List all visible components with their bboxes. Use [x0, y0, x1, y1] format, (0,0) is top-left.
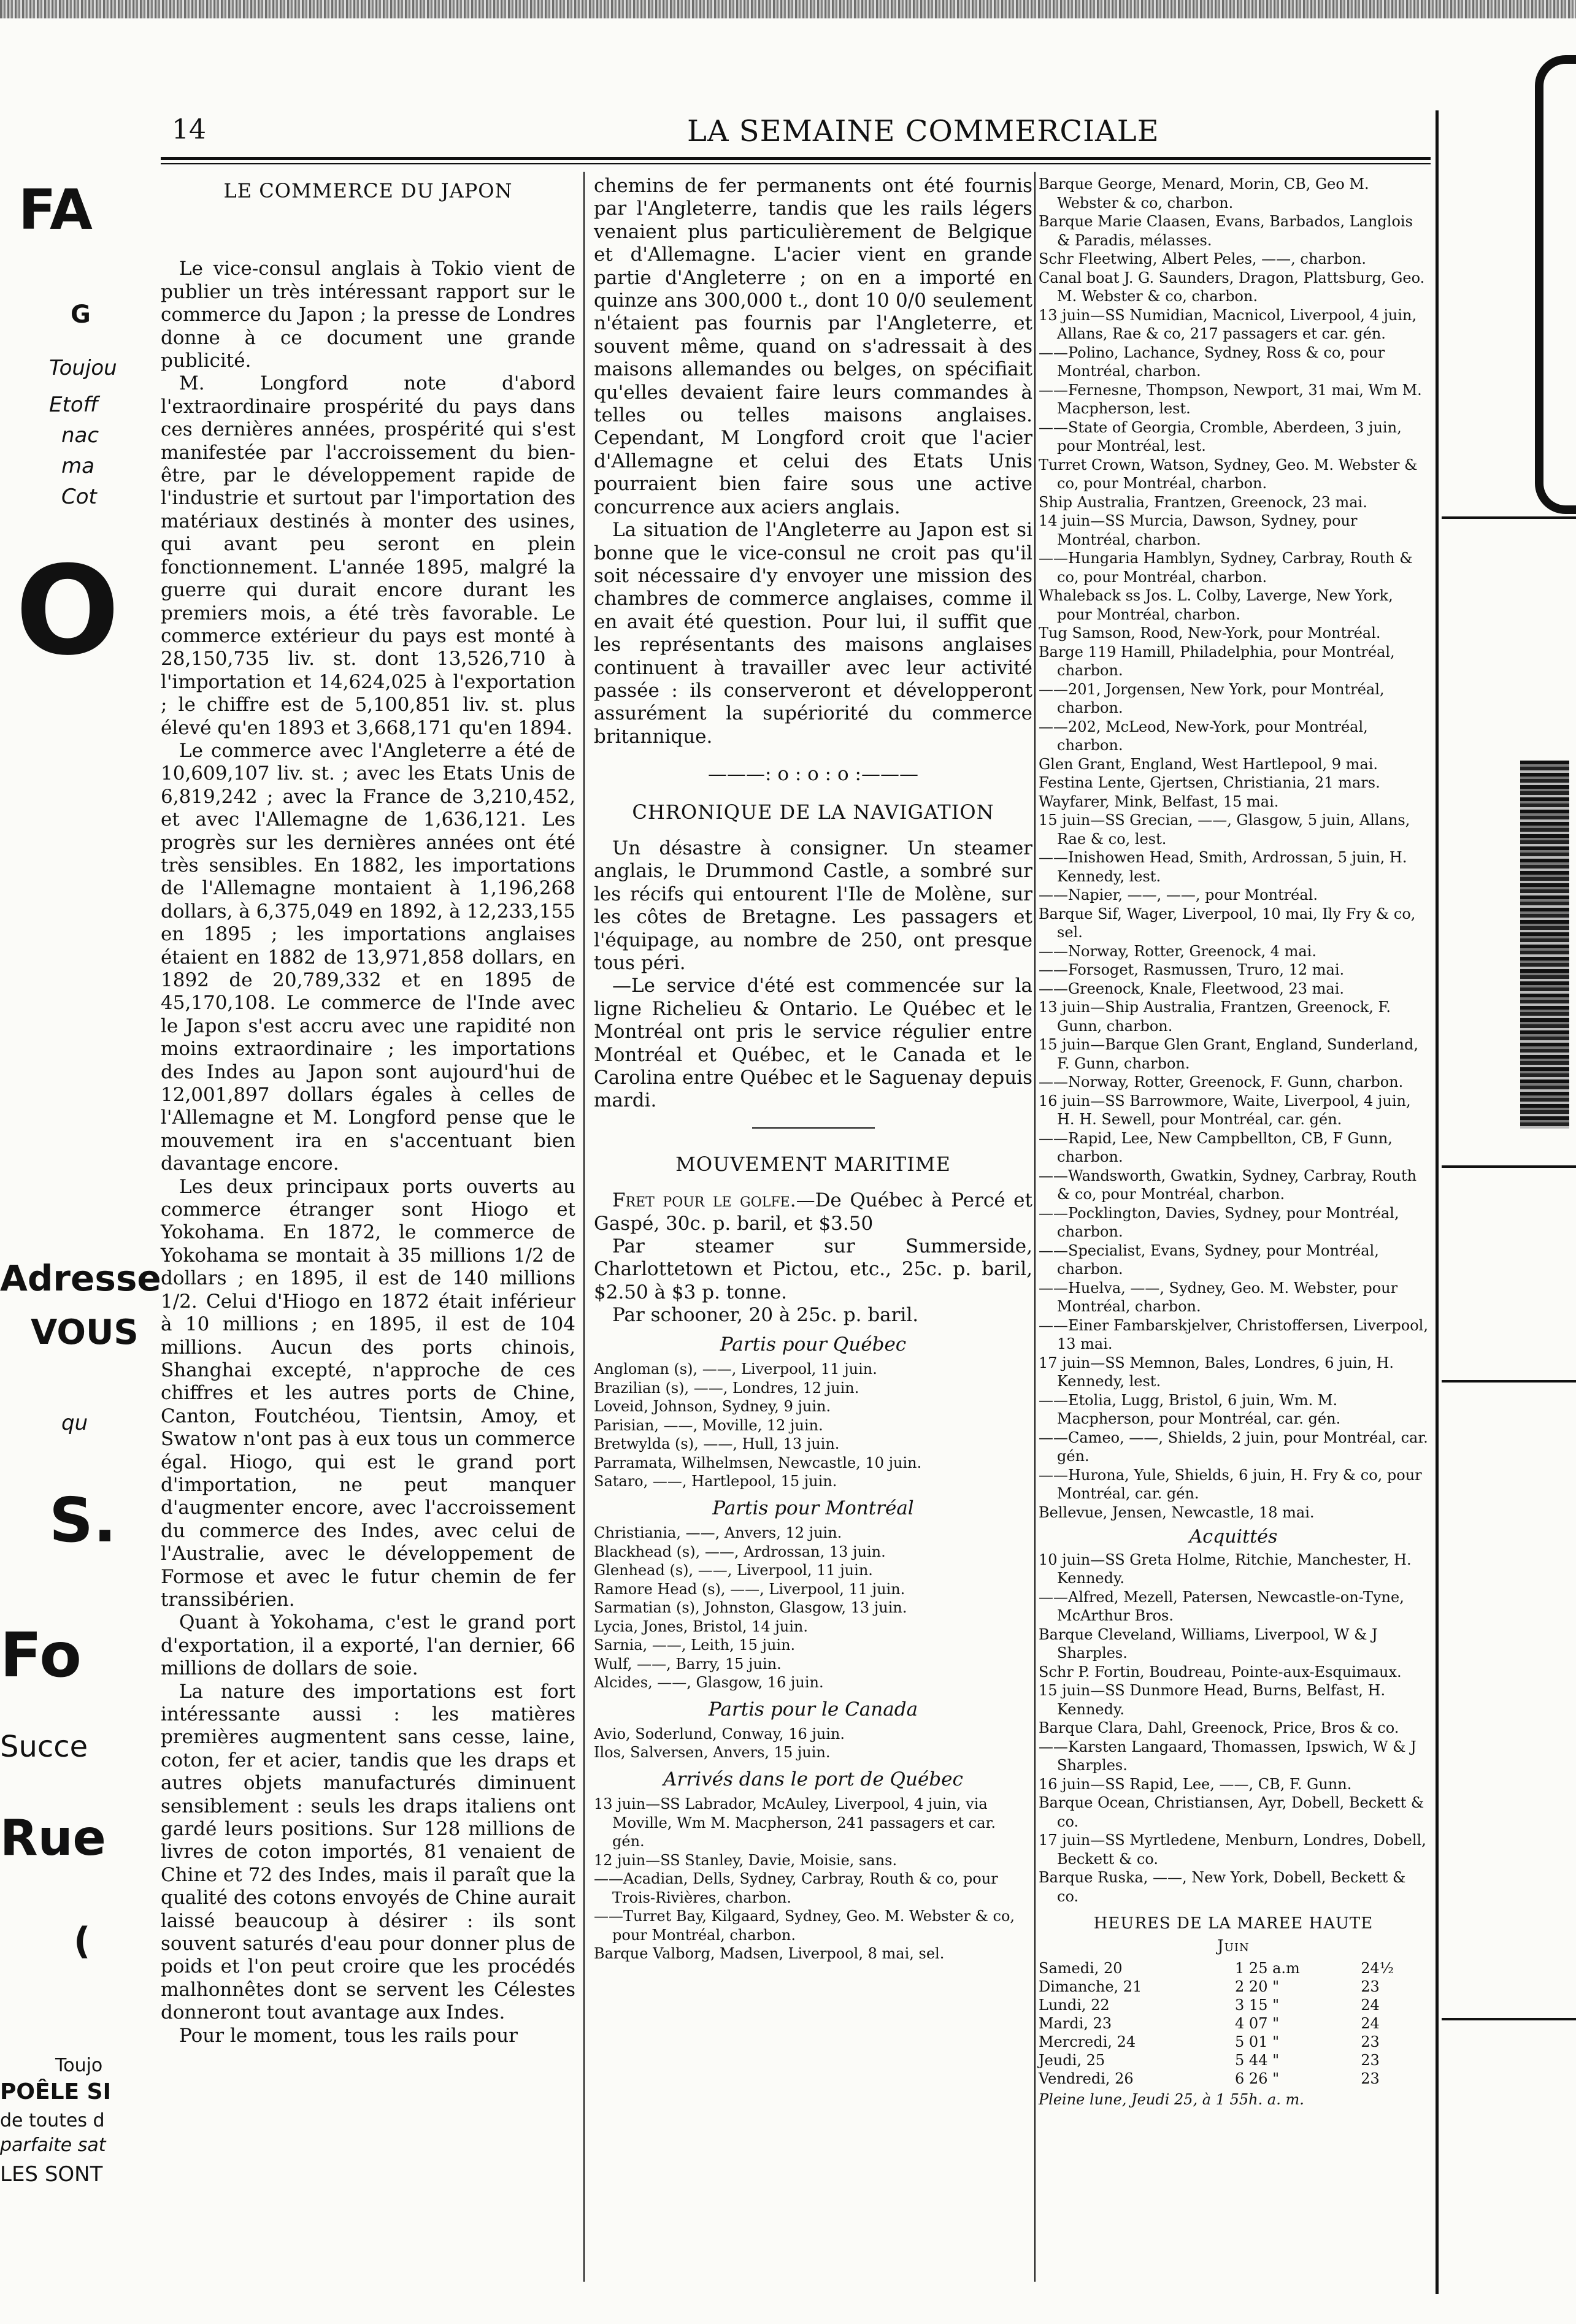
list-item: Lycia, Jones, Bristol, 14 juin. — [594, 1617, 809, 1635]
list-item: ——Specialist, Evans, Sydney, pour Montréal, charbon. — [1039, 1241, 1379, 1278]
ship-list — [594, 1524, 1032, 1692]
paragraph: Un désastre à consigner. Un steamer anglais, le Drummond Castle, a sombré sur les récifs qui entourent l'Ile de Molène, sur les côtes de Bretagne. Les passagers et l'équipage, au nombre de 250, ont presque tous péri. — [594, 837, 1032, 974]
table-row — [1039, 2014, 1428, 2033]
advertisement-edge — [0, 0, 161, 2208]
ad-fragment: Toujo — [55, 2055, 103, 2076]
tide-day: Samedi, 20 — [1039, 1960, 1123, 1977]
tide-time: 4 07 " — [1235, 2015, 1280, 2032]
article-title: LE COMMERCE DU JAPON — [223, 179, 513, 202]
list-item: Barque Sif, Wager, Liverpool, 10 mai, Ily Fry & co, sel. — [1039, 905, 1416, 941]
table-row — [1039, 2033, 1428, 2051]
ad-fragment: LES SONT — [0, 2162, 103, 2187]
ad-rule — [1442, 1380, 1576, 1383]
tide-time: 6 26 " — [1235, 2070, 1280, 2087]
list-item: ——Wandsworth, Gwatkin, Sydney, Carbray, Routh & co, pour Montréal, charbon. — [1039, 1167, 1417, 1203]
list-item: Parisian, ——, Moville, 12 juin. — [594, 1416, 823, 1434]
list-item: Barque Ocean, Christiansen, Ayr, Dobell, Beckett & co. — [1039, 1794, 1424, 1830]
table-row — [1039, 2069, 1428, 2088]
list-item: 13 juin—Ship Australia, Frantzen, Greenock, F. Gunn, charbon. — [1039, 999, 1391, 1035]
list-item: 10 juin—SS Greta Holme, Ritchie, Manchester, H. Kennedy. — [1039, 1551, 1412, 1587]
paragraph: La situation de l'Angleterre au Japon est si bonne que le vice-consul ne croit pas qu'il soit nécessaire d'y envoyer une mission des chambres de commerce anglaises, comme il en avait été question. Pour lui, il suffit que les représentants des maisons anglaises continuent à travailler avec leur activité passée : ils conserveront et développeront assurément la supériorité du commerce britannique. — [594, 519, 1032, 748]
tide-day: Vendredi, 26 — [1039, 2070, 1134, 2087]
tide-height: 24 — [1361, 1996, 1380, 2014]
list-item: Sarmatian (s), Johnston, Glasgow, 13 juin. — [594, 1599, 907, 1616]
list-item: Brazilian (s), ——, Londres, 12 juin. — [594, 1379, 859, 1397]
ad-border-ornament — [1520, 761, 1569, 1129]
ad-rule — [1442, 516, 1576, 519]
list-item: Barque Valborg, Madsen, Liverpool, 8 mai, sel. — [594, 1945, 945, 1963]
column-divider — [1436, 110, 1439, 2294]
list-item: ——Cameo, ——, Shields, 2 juin, pour Montréal, car. gén. — [1039, 1429, 1428, 1465]
tide-day: Mercredi, 24 — [1039, 2033, 1136, 2050]
list-item: Turret Crown, Watson, Sydney, Geo. M. Webster & co, pour Montréal, charbon. — [1039, 456, 1418, 492]
list-item: Glenhead (s), ——, Liverpool, 11 juin. — [594, 1562, 873, 1579]
column-1 — [161, 175, 575, 2047]
list-item: ——Turret Bay, Kilgaard, Sydney, Geo. M. Webster & co, pour Montréal, charbon. — [594, 1908, 1015, 1944]
ad-fragment: S. — [49, 1484, 117, 1556]
ad-fragment: G — [71, 301, 91, 329]
ship-list — [594, 1360, 1032, 1491]
ad-fragment: Fo — [0, 1619, 82, 1691]
page-header — [166, 114, 1442, 157]
section-title: CHRONIQUE DE LA NAVIGATION — [632, 800, 994, 824]
ad-fragment: POÊLE SI — [0, 2079, 111, 2104]
list-item: Barque Clara, Dahl, Greenock, Price, Bros & co. — [1039, 1719, 1399, 1736]
list-item: ——Forsoget, Rasmussen, Truro, 12 mai. — [1039, 961, 1345, 978]
tide-day: Lundi, 22 — [1039, 1996, 1110, 2014]
ad-fragment: Succe — [0, 1730, 88, 1764]
paragraph: Par steamer sur Summerside, Charlottetown et Pictou, etc., 25c. p. baril, $2.50 à $3 p. tonne. — [594, 1235, 1032, 1303]
ad-fragment: FA — [18, 178, 93, 242]
subsection-title: Partis pour Montréal — [712, 1497, 914, 1519]
ad-fragment: O — [15, 540, 120, 683]
list-item: 13 juin—SS Labrador, McAuley, Liverpool, 4 juin, via Moville, Wm M. Macpherson, 241 passagers et car. gén. — [594, 1795, 996, 1850]
list-item: 17 juin—SS Myrtledene, Menburn, Londres, Dobell, Beckett & co. — [1039, 1831, 1426, 1868]
list-item: ——Greenock, Knale, Fleetwood, 23 mai. — [1039, 980, 1345, 997]
ad-fragment: de toutes d — [0, 2110, 105, 2131]
subsection-title: Arrivés dans le port de Québec — [663, 1768, 963, 1790]
list-item: 14 juin—SS Murcia, Dawson, Sydney, pour Montréal, charbon. — [1039, 512, 1358, 548]
list-item: 16 juin—SS Barrowmore, Waite, Liverpool, 4 juin, H. H. Sewell, pour Montréal, car. gén. — [1039, 1092, 1411, 1128]
list-item: ——201, Jorgensen, New York, pour Montréal, charbon. — [1039, 680, 1385, 716]
header-rule-thin — [161, 163, 1431, 164]
paragraph: Quant à Yokohama, c'est le grand port d'exportation, il a exporté, l'an dernier, 66 millions de dollars de soie. — [161, 1611, 575, 1680]
paragraph: Pour le moment, tous les rails pour — [179, 2024, 518, 2047]
list-item: ——Norway, Rotter, Greenock, F. Gunn, charbon. — [1039, 1073, 1404, 1091]
list-item: Barque Cleveland, Williams, Liverpool, W & J Sharples. — [1039, 1625, 1378, 1662]
list-item: Bellevue, Jensen, Newcastle, 18 mai. — [1039, 1503, 1315, 1521]
table-row — [1039, 2051, 1428, 2069]
list-item: Barge 119 Hamill, Philadelphia, pour Montréal, charbon. — [1039, 643, 1395, 679]
list-item: ——Huelva, ——, Sydney, Geo. M. Webster, pour Montréal, charbon. — [1039, 1279, 1398, 1315]
list-item: ——Alfred, Mezell, Patersen, Newcastle-on-Tyne, McArthur Bros. — [1039, 1588, 1404, 1624]
list-item: ——Hurona, Yule, Shields, 6 juin, H. Fry & co, pour Montréal, car. gén. — [1039, 1466, 1422, 1502]
header-rule — [161, 157, 1431, 160]
tide-height: 24½ — [1361, 1960, 1394, 1977]
ad-fragment: ma — [61, 454, 94, 478]
ship-list — [594, 1795, 1032, 1963]
tide-footnote: Pleine lune, Jeudi 25, à 1 55h. a. m. — [1039, 2091, 1304, 2108]
ad-fragment: Cot — [61, 485, 97, 509]
page-number: 14 — [172, 114, 206, 145]
list-item: Wulf, ——, Barry, 15 juin. — [594, 1655, 782, 1673]
list-item: Tug Samson, Rood, New-York, pour Montréal. — [1039, 624, 1381, 642]
list-item: Parramata, Wilhelmsen, Newcastle, 10 juin. — [594, 1454, 922, 1471]
list-item: ——Acadian, Dells, Sydney, Carbray, Routh & co, pour Trois-Rivières, charbon. — [594, 1870, 998, 1906]
tide-time: 2 20 " — [1235, 1978, 1280, 1995]
ad-fragment: nac — [61, 423, 99, 448]
paragraph: —Le service d'été est commencée sur la ligne Richelieu & Ontario. Le Québec et le Montréal ont pris le service régulier entre Montréal et Québec, et le Canada et le Carolina entre Québec et le Saguenay depuis mardi. — [594, 975, 1032, 1112]
paragraph: Les deux principaux ports ouverts au commerce étranger sont Hiogo et Yokohama. En 1872, le commerce de Yokohama se montait à 35 millions 1/2 de dollars ; en 1895, il est de 140 millions 1/2. Celui d'Hiogo en 1872 était inférieur à 10 millions ; en 1895, il est de 104 millions. Aucun des ports chinois, Shanghai excepté, n'approche de ces chiffres et les autres ports de Chine, Canton, Foutchéou, Tientsin, Amoy, et Swatow n'ont pas à eux tous un commerce égal. Hiogo, qui est le grand port d'importation, ne peut manquer d'augmenter encore, avec l'accroissement du commerce des Indes, avec celui de l'Australie, avec le développement de Formose et avec le futur chemin de fer transsibérien. — [161, 1175, 575, 1611]
ad-fragment: ( — [74, 1920, 91, 1963]
ad-rule — [1442, 1165, 1576, 1168]
ad-rule — [1442, 2018, 1576, 2020]
ad-fragment: parfaite sat — [0, 2134, 106, 2156]
separator: ———: o : o : o :——— — [708, 763, 918, 786]
list-item: ——Rapid, Lee, New Campbellton, CB, F Gunn, charbon. — [1039, 1129, 1393, 1165]
list-item: ——Inishowen Head, Smith, Ardrossan, 5 juin, H. Kennedy, lest. — [1039, 849, 1407, 885]
ad-bracket — [1535, 55, 1576, 514]
list-item: ——Fernesne, Thompson, Newport, 31 mai, Wm M. Macpherson, lest. — [1039, 381, 1422, 417]
list-item: Alcides, ——, Glasgow, 16 juin. — [594, 1674, 824, 1691]
list-item: ——Einer Fambarskjelver, Christoffersen, Liverpool, 13 mai. — [1039, 1316, 1428, 1352]
paragraph: Le commerce avec l'Angleterre a été de 10,609,107 liv. st. ; avec les Etats Unis de 6,819,242 ; avec la France de 3,210,452, et avec l'Allemagne de 1,636,121. Les progrès sur les dernières années ont été très sensibles. En 1882, les importations de l'Allemagne montaient à 1,196,268 dollars, à 6,375,049 en 1892, à 12,233,155 en 1895 ; les importations anglaises étaient en 1882 de 13,971,858 dollars, en 1892 de 20,789,332 et en 1895 de 45,170,108. Le commerce de l'Inde avec le Japon s'est accru avec une rapidité non moins extraordinaire ; les importations des Indes au Japon sont aujourd'hui de 12,001,897 dollars égales à celles de l'Allemagne et M. Longford pense que le mouvement ira en s'accentuant bien davantage encore. — [161, 739, 575, 1175]
list-item: ——State of Georgia, Cromble, Aberdeen, 3 juin, pour Montréal, lest. — [1039, 418, 1402, 454]
list-item: Avio, Soderlund, Conway, 16 juin. — [594, 1725, 845, 1743]
column-divider — [1034, 172, 1036, 2282]
list-item: ——Napier, ——, ——, pour Montréal. — [1039, 886, 1318, 903]
tide-time: 3 15 " — [1235, 1996, 1280, 2014]
list-item: ——Etolia, Lugg, Bristol, 6 juin, Wm. M. Macpherson, pour Montréal, car. gén. — [1039, 1391, 1341, 1427]
tide-time: 1 25 a.m — [1235, 1960, 1300, 1977]
ad-fragment: Adresse — [0, 1257, 161, 1299]
list-item: 15 juin—SS Dunmore Head, Burns, Belfast, H. Kennedy. — [1039, 1682, 1386, 1718]
paragraph: Le vice-consul anglais à Tokio vient de publier un très intéressant rapport sur le commerce du Japon ; la presse de Londres donne à ce document une grande publicité. — [161, 258, 575, 372]
tide-height: 23 — [1361, 1978, 1380, 1995]
list-item: Schr Fleetwing, Albert Peles, ——, charbon. — [1039, 250, 1366, 267]
list-item: Schr P. Fortin, Boudreau, Pointe-aux-Esquimaux. — [1039, 1663, 1402, 1681]
tide-table — [1039, 1959, 1428, 2088]
fret-text: —De Québec à Percé et Gaspé, 30c. p. baril, et $3.50 — [594, 1189, 1032, 1235]
tide-month: Juin — [1217, 1936, 1250, 1955]
list-item: 13 juin—SS Numidian, Macnicol, Liverpool, 4 juin, Allans, Rae & co, 217 passagers et car. gén. — [1039, 306, 1417, 342]
paragraph: La nature des importations est fort intéressante aussi : les matières premières augmentent sans cesse, laine, coton, fer et acier, tandis que les draps et autres objets manufacturés diminuent sensiblement : seuls les draps italiens ont gardé leurs positions. Sur 128 millions de livres de coton importés, 81 venaient de Chine et 72 des Indes, mais il paraît que la qualité des cotons envoyés de Chine aurait laissé beaucoup à désirer : ils sont souvent saturés d'eau pour donner plus de poids et l'on peut croire que les procédés malhonnêtes dont se servent les Célestes donneront tout avantage aux Indes. — [161, 1680, 575, 2024]
list-item: 15 juin—Barque Glen Grant, England, Sunderland, F. Gunn, charbon. — [1039, 1036, 1418, 1072]
ad-fragment: Etoff — [49, 393, 99, 417]
fret-label: Fret pour le golfe. — [612, 1189, 796, 1212]
ad-fragment: VOUS — [31, 1313, 139, 1352]
list-item: Christiania, ——, Anvers, 12 juin. — [594, 1524, 842, 1541]
list-item: ——202, McLeod, New-York, pour Montréal, charbon. — [1039, 718, 1368, 754]
list-item: 15 juin—SS Grecian, ——, Glasgow, 5 juin, Allans, Rae & co, lest. — [1039, 811, 1410, 848]
list-item: Loveid, Johnson, Sydney, 9 juin. — [594, 1398, 831, 1416]
tide-day: Mardi, 23 — [1039, 2015, 1112, 2032]
journal-title: LA SEMAINE COMMERCIALE — [687, 114, 1159, 148]
list-item: Canal boat J. G. Saunders, Dragon, Plattsburg, Geo. M. Webster & co, charbon. — [1039, 269, 1425, 305]
tide-day: Jeudi, 25 — [1039, 2052, 1105, 2069]
list-item: Wayfarer, Mink, Belfast, 15 mai. — [1039, 792, 1279, 810]
list-item: Ilos, Salversen, Anvers, 15 juin. — [594, 1744, 831, 1762]
column-3 — [1039, 175, 1428, 2109]
tide-title: HEURES DE LA MAREE HAUTE — [1093, 1914, 1374, 1933]
tide-time: 5 44 " — [1235, 2052, 1280, 2069]
list-item: ——Hungaria Hamblyn, Sydney, Carbray, Routh & co, pour Montréal, charbon. — [1039, 550, 1413, 586]
list-item: ——Pocklington, Davies, Sydney, pour Montréal, charbon. — [1039, 1204, 1399, 1240]
tide-height: 23 — [1361, 2052, 1380, 2069]
list-item: 16 juin—SS Rapid, Lee, ——, CB, F. Gunn. — [1039, 1775, 1352, 1793]
paragraph — [594, 1189, 1032, 1235]
paragraph: M. Longford note d'abord l'extraordinaire prospérité du pays dans ces dernières années, prospérité qui s'est manifestée par l'accroissement du bien-être, par le développement rapide de l'industrie et surtout par l'importation des matériaux destinés à monter des usines, qui avant peu seront en plein fonctionnement. L'année 1895, malgré la guerre qui durait encore durant les premiers mois, a été très favorable. Le commerce extérieur du pays est monté à 28,150,735 liv. st. dont 13,526,710 à l'importation et 14,624,025 à l'exportation ; le chiffre est de 5,100,851 liv. st. plus élevé qu'en 1893 et 3,668,171 qu'en 1894. — [161, 372, 575, 739]
list-item: ——Polino, Lachance, Sydney, Ross & co, pour Montréal, charbon. — [1039, 343, 1385, 380]
tide-height: 23 — [1361, 2070, 1380, 2087]
list-item: Ramore Head (s), ——, Liverpool, 11 juin. — [594, 1580, 905, 1598]
subsection-title: Partis pour Québec — [720, 1333, 907, 1356]
tide-time: 5 01 " — [1235, 2033, 1280, 2050]
ship-list — [594, 1725, 1032, 1762]
paragraph: chemins de fer permanents ont été fournis par l'Angleterre, tandis que les rails légers venaient plus particulièrement de Belgique et d'Allemagne. L'acier vient en grande partie d'Angleterre ; on en a importé en quinze ans 300,000 t., dont 10 0/0 seulement n'étaient pas fournis par l'Angleterre, et souvent même, quand on s'adressait à des maisons allemandes ou belges, on spécifiait qu'elles devaient faire leurs commandes à telles ou telles maisons anglaises. Cependant, M Longford croit que l'acier d'Allemagne et celui des Etats Unis pourraient bien faire sous une active concurrence aux aciers anglais. — [594, 175, 1032, 518]
list-item: Angloman (s), ——, Liverpool, 11 juin. — [594, 1360, 877, 1378]
tide-height: 24 — [1361, 2015, 1380, 2032]
list-item: 12 juin—SS Stanley, Davie, Moisie, sans. — [594, 1851, 898, 1869]
tide-day: Dimanche, 21 — [1039, 1978, 1142, 1995]
section-title: MOUVEMENT MARITIME — [675, 1152, 951, 1176]
list-item: Blackhead (s), ——, Ardrossan, 13 juin. — [594, 1543, 886, 1560]
section-rule — [752, 1127, 875, 1129]
paragraph: Par schooner, 20 à 25c. p. baril. — [612, 1304, 919, 1327]
list-item: Sataro, ——, Hartlepool, 15 juin. — [594, 1473, 837, 1490]
column-divider — [583, 172, 585, 2282]
list-item: Barque Ruska, ——, New York, Dobell, Beckett & co. — [1039, 1869, 1406, 1905]
list-item: Sarnia, ——, Leith, 15 juin. — [594, 1636, 796, 1654]
list-item: ——Norway, Rotter, Greenock, 4 mai. — [1039, 942, 1317, 960]
ad-fragment: qu — [61, 1411, 88, 1435]
list-item: 17 juin—SS Memnon, Bales, Londres, 6 juin, H. Kennedy, lest. — [1039, 1354, 1394, 1390]
list-item: Whaleback ss Jos. L. Colby, Laverge, New York, pour Montréal, charbon. — [1039, 587, 1393, 623]
scan-edge — [0, 0, 1576, 18]
ad-fragment: Rue — [0, 1809, 106, 1866]
table-row — [1039, 1959, 1428, 1977]
column-2 — [594, 175, 1032, 1963]
ad-fragment: Toujou — [49, 356, 117, 380]
table-row — [1039, 1977, 1428, 1996]
arrivals-list — [1039, 175, 1428, 1522]
subsection-title: Partis pour le Canada — [708, 1698, 918, 1720]
list-item: ——Karsten Langaard, Thomassen, Ipswich, W & J Sharples. — [1039, 1738, 1416, 1774]
list-item: Barque George, Menard, Morin, CB, Geo M. Webster & co, charbon. — [1039, 175, 1369, 212]
list-item: Ship Australia, Frantzen, Greenock, 23 mai. — [1039, 493, 1367, 511]
table-row — [1039, 1996, 1428, 2014]
tide-height: 23 — [1361, 2033, 1380, 2050]
list-item: Bretwylda (s), ——, Hull, 13 juin. — [594, 1435, 840, 1453]
subsection-title: Acquittés — [1189, 1526, 1278, 1547]
cleared-list — [1039, 1551, 1428, 1906]
list-item: Festina Lente, Gjertsen, Christiania, 21 mars. — [1039, 774, 1380, 791]
list-item: Barque Marie Claasen, Evans, Barbados, Langlois & Paradis, mélasses. — [1039, 213, 1413, 249]
list-item: Glen Grant, England, West Hartlepool, 9 mai. — [1039, 755, 1378, 773]
